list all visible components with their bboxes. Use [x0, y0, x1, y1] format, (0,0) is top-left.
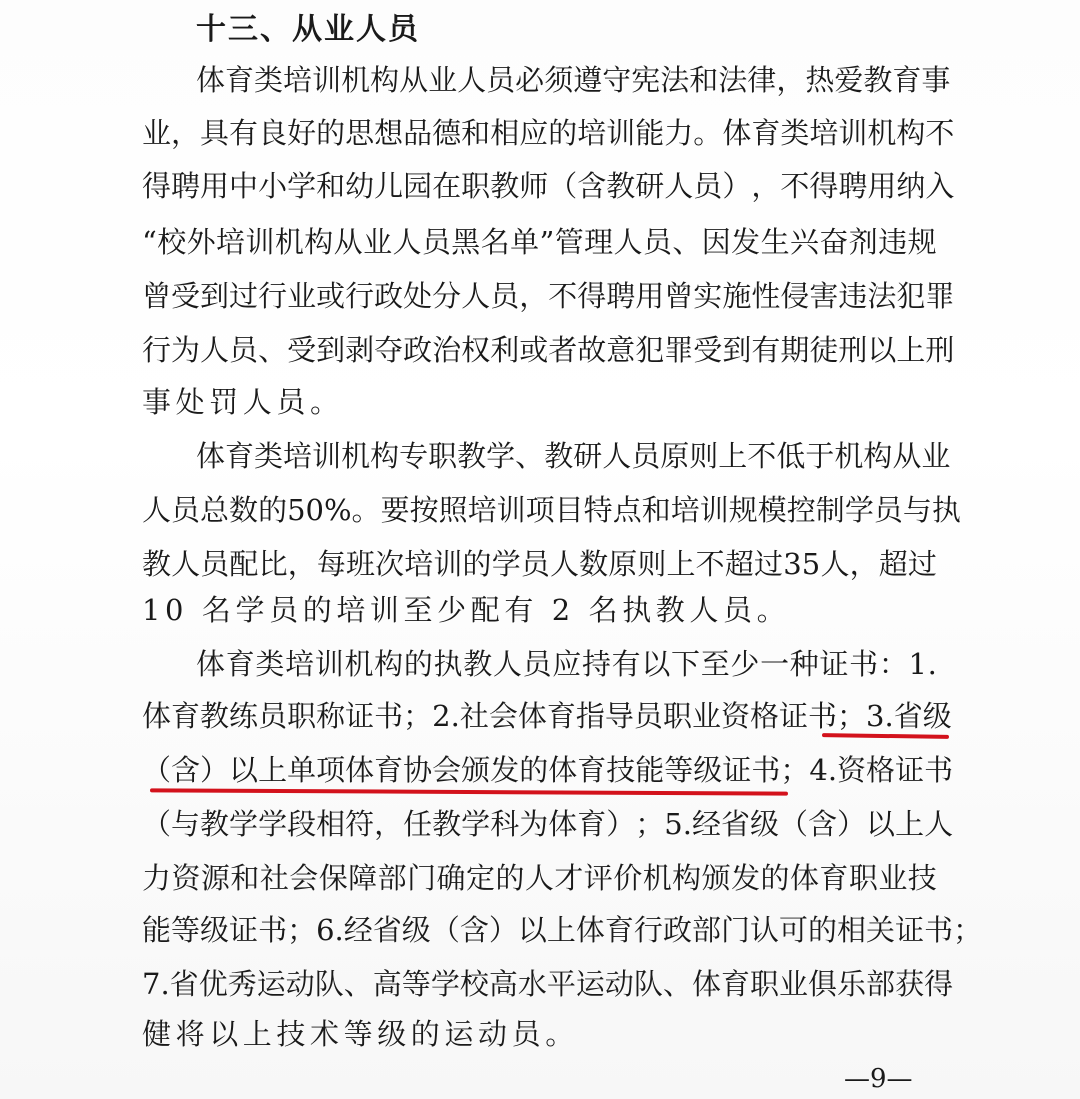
paragraph-3-line-8: 健将以上技术等级的运动员。 [142, 1017, 579, 1051]
section-heading: 十三、从业人员 [196, 12, 420, 47]
paragraph-1-line-4: “ 校 外 培 训 机 构 从 业 人 员 黑 名 单 ” 管 理 人 员 、 因 发 生 兴 奋 剂 违 规 [142, 225, 937, 259]
page-number: —9— [844, 1064, 913, 1094]
paragraph-1-line-3: 得 聘 用 中 小 学 和 幼 儿 园 在 职 教 师 （ 含 教 研 人 员 ） ， 不 得 聘 用 纳 入 [142, 169, 955, 203]
paragraph-1-line-2: 业 ， 具 有 良 好 的 思 想 品 德 和 相 应 的 培 训 能 力 。 体 育 类 培 训 机 构 不 [142, 116, 955, 150]
paragraph-3-line-3: （ 含 ） 以 上 单 项 体 育 协 会 颁 发 的 体 育 技 能 等 级 证 书 ； 4 . 资 格 证 书 [142, 753, 954, 787]
paragraph-1-line-5: 曾 受 到 过 行 业 或 行 政 处 分 人 员 ， 不 得 聘 用 曾 实 施 性 侵 害 违 法 犯 罪 [142, 279, 955, 313]
paragraph-3-line-7: 7 . 省 优 秀 运 动 队 、 高 等 学 校 高 水 平 运 动 队 、 体 育 职 业 俱 乐 部 获 得 [142, 967, 954, 1001]
paragraph-3-line-1: 体 育 类 培 训 机 构 的 执 教 人 员 应 持 有 以 下 至 少 一 种 证 书 ： 1 . [196, 647, 937, 681]
paragraph-2-line-4: 10 名学员的培训至少配有 2 名执教人员。 [142, 593, 791, 627]
paragraph-3-line-5: 力 资 源 和 社 会 保 障 部 门 确 定 的 人 才 评 价 机 构 颁 发 的 体 育 职 业 技 [142, 861, 937, 895]
highlight-underline-1 [822, 733, 949, 739]
paragraph-3-line-6: 能 等 级 证 书 ； 6 . 经 省 级 （ 含 ） 以 上 体 育 行 政 部 门 认 可 的 相 关 证 书 ； [142, 913, 983, 947]
paragraph-2-line-2: 人 员 总 数 的 5 0 % 。 要 按 照 培 训 项 目 特 点 和 培 训 规 模 控 制 学 员 与 执 [142, 493, 961, 527]
paragraph-3-line-4: （ 与 教 学 学 段 相 符 ， 任 教 学 科 为 体 育 ） ； 5 . 经 省 级 （ 含 ） 以 上 人 [142, 807, 954, 841]
paragraph-3-line-2: 体 育 教 练 员 职 称 证 书 ； 2 . 社 会 体 育 指 导 员 职 业 资 格 证 书 ； 3 . 省 级 [142, 699, 952, 733]
paragraph-1-line-7: 事处罚人员。 [142, 385, 344, 419]
paragraph-1-line-6: 行 为 人 员 、 受 到 剥 夺 政 治 权 利 或 者 故 意 犯 罪 受 到 有 期 徒 刑 以 上 刑 [142, 333, 955, 367]
paragraph-2-line-1: 体 育 类 培 训 机 构 专 职 教 学 、 教 研 人 员 原 则 上 不 低 于 机 构 从 业 [196, 439, 951, 473]
paragraph-1-line-1: 体 育 类 培 训 机 构 从 业 人 员 必 须 遵 守 宪 法 和 法 律 ， 热 爱 教 育 事 [196, 63, 951, 97]
paragraph-2-line-3: 教 人 员 配 比 ， 每 班 次 培 训 的 学 员 人 数 原 则 上 不 超 过 3 5 人 ， 超 过 [142, 547, 937, 581]
